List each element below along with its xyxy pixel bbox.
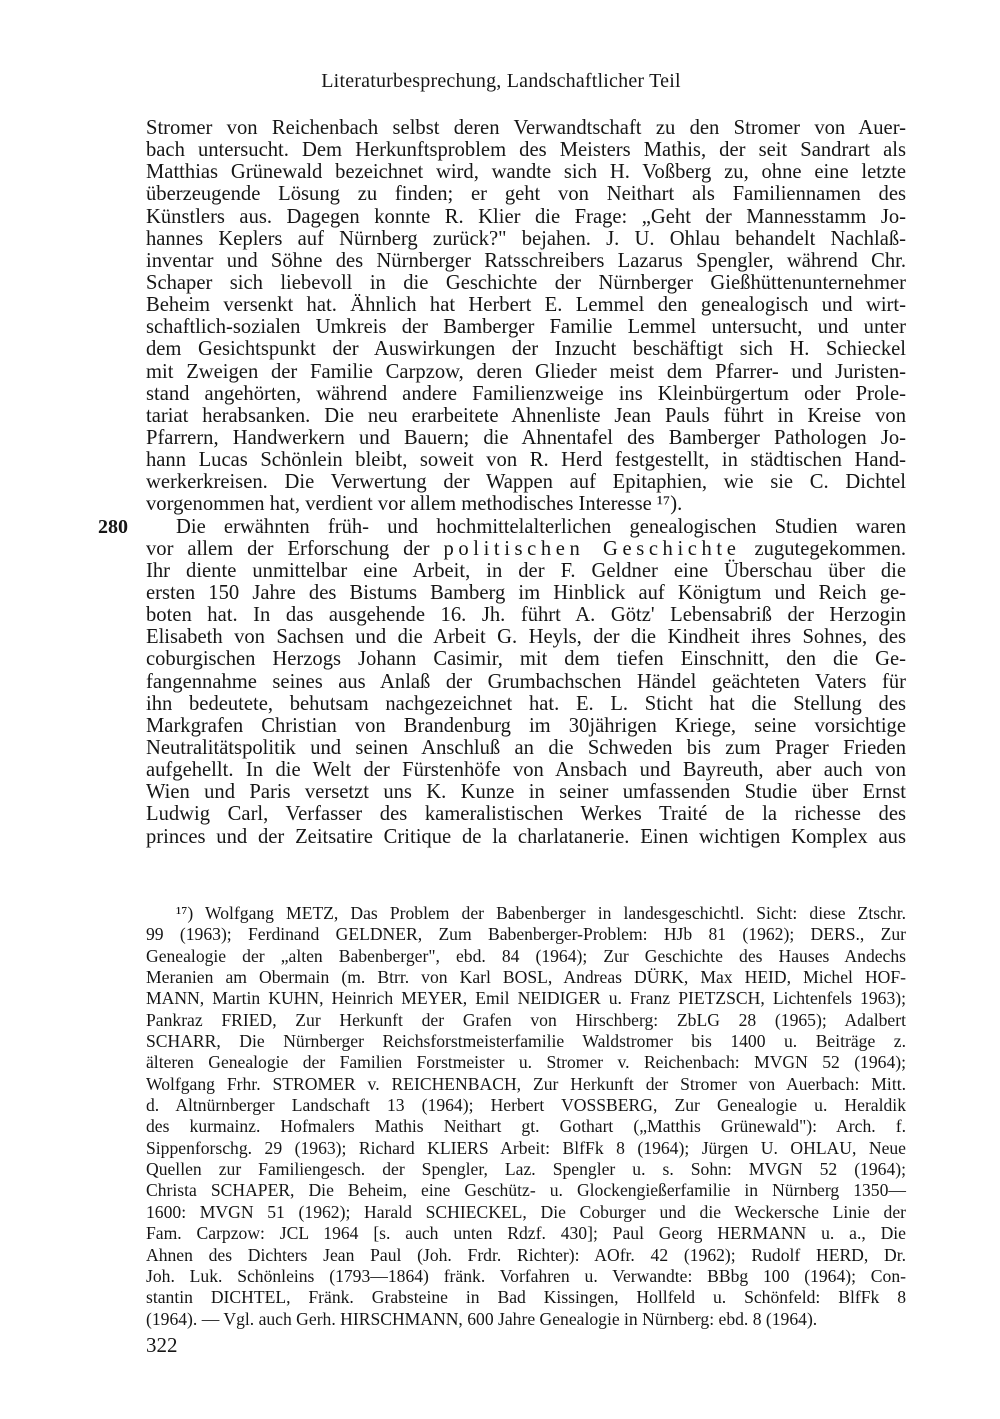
body-line: Beheim versenkt hat. Ähnlich hat Herbert E. Lemmel den genealogisch und wirt-: [146, 294, 906, 317]
footnote-line: 99 (1963); Ferdinand GELDNER, Zum Babenberger-Problem: HJb 81 (1962); DERS., Zur: [146, 924, 906, 945]
body-line: Elisabeth von Sachsen und die Arbeit G. Heyls, der die Kindheit ihres Sohnes, des: [146, 626, 906, 649]
footnote-line: älteren Genealogie der Familien Forstmeister u. Stromer v. Reichenbach: MVGN 52 (1964);: [146, 1052, 906, 1073]
body-line: Stromer von Reichenbach selbst deren Verwandtschaft zu den Stromer von Auer-: [146, 117, 906, 139]
running-head: Literaturbesprechung, Landschaftlicher Teil: [321, 70, 681, 92]
page-number: 322: [146, 1333, 178, 1357]
body-line-text: zugutegekommen.: [754, 537, 907, 560]
body-line: stand angehörten, während andere Familienzweige ins Kleinbürgertum oder Prole-: [146, 382, 906, 405]
footnote-line: stantin DICHTEL, Fränk. Grabsteine in Bad Kissingen, Hollfeld u. Schönfeld: BlfFk 8: [146, 1287, 906, 1308]
body-line: Neutralitätspolitik und seinen Anschluß an die Schweden bis zum Prager Frieden: [146, 736, 906, 759]
footnote-line: Pankraz FRIED, Zur Herkunft der Grafen von Hirschberg: ZbLG 28 (1965); Adalbert: [146, 1009, 906, 1030]
body-line: Schaper sich liebevoll in die Geschichte der Nürnberger Gießhüttenunternehmer: [146, 271, 906, 294]
footnote-line: SCHARR, Die Nürnberger Reichsforstmeisterfamilie Waldstromer bis 1400 u. Beiträge z.: [146, 1031, 906, 1052]
footnote-line: 1600: MVGN 51 (1962); Harald SCHIECKEL, Die Coburger und die Weckersche Linie der: [146, 1201, 906, 1222]
body-line: coburgischen Herzogs Johann Casimir, mit dem tiefen Einschnitt, den die Ge-: [146, 648, 906, 671]
body-line: mit Zweigen der Familie Carpzow, deren Glieder meist dem Pfarrer- und Juristen-: [146, 360, 906, 383]
footnote-line: Quellen zur Familiengesch. der Spengler, Laz. Spengler u. s. Sohn: MVGN 52 (1964);: [146, 1159, 906, 1180]
footnote-line: des kurmainz. Hofmalers Mathis Neithart gt. Gothart („Matthis Grünewald"): Arch. f.: [146, 1116, 906, 1137]
body-line: Matthias Grünewald bezeichnet wird, wandte sich H. Voßberg zu, ohne eine letzte: [146, 161, 906, 184]
spaced-emphasis: politischen Geschichte: [443, 537, 741, 560]
body-line: boten hat. In das ausgehende 16. Jh. führt A. Götz' Lebensabriß der Herzogin: [146, 604, 906, 627]
body-line: ihn bedeutete, behutsam nachgezeichnet hat. E. L. Sticht hat die Stellung des: [146, 692, 906, 715]
body-line: dem Gesichtspunkt der Auswirkungen der Inzucht beschäftigt sich H. Schieckel: [146, 338, 906, 361]
body-line: hann Lucas Schönlein bleibt, soweit von R. Herd festgestellt, in städtischen Hand-: [146, 449, 906, 472]
body-line: ersten 150 Jahre des Bistums Bamberg im Hinblick auf Königtum und Reich ge-: [146, 581, 906, 604]
body-line: vorgenommen hat, verdient vor allem methodisches Interesse ¹⁷).: [146, 493, 683, 516]
main-text: [98, 117, 907, 848]
body-line: hannes Keplers auf Nürnberg zurück?" bejahen. J. U. Ohlau behandelt Nachlaß-: [146, 227, 906, 250]
body-line: [146, 538, 906, 560]
body-line: aufgehellt. In die Welt der Fürstenhöfe von Ansbach und Bayreuth, aber auch von: [146, 759, 906, 782]
body-line: fangennahme seines aus Anlaß der Grumbachschen Händel geächteten Vaters für: [146, 670, 906, 693]
footnote-line: d. Altnürnberger Landschaft 13 (1964); Herbert VOSSBERG, Zur Genealogie u. Heraldik: [146, 1095, 906, 1116]
footnote-line: Fam. Carpzow: JCL 1964 [s. auch unten Rdzf. 430]; Paul Georg HERMANN u. a., Die: [146, 1223, 906, 1244]
body-line: Wien und Paris versetzt uns K. Kunze in seiner umfassenden Studie über Ernst: [146, 781, 906, 804]
footnote-line: Ahnen des Dichters Jean Paul (Joh. Frdr. Richter): AOfr. 42 (1962); Rudolf HERD, Dr.: [146, 1244, 906, 1265]
body-line: tariat herabsanken. Die neu erarbeitete Ahnenliste Jean Pauls führt in Kreise von: [146, 404, 906, 427]
body-line: Markgrafen Christian von Brandenburg im 30jährigen Kriege, seine vorsichtige: [146, 714, 906, 737]
footnote-line: MANN, Martin KUHN, Heinrich MEYER, Emil NEIDIGER u. Franz PIETZSCH, Lichtenfels 1963);: [146, 988, 906, 1009]
body-line: Ihr diente unmittelbar eine Arbeit, in der F. Geldner eine Überschau über die: [146, 559, 906, 582]
body-line: überzeugende Lösung zu finden; er geht von Neithart als Familiennamen des: [146, 183, 906, 206]
body-line: Ludwig Carl, Verfasser des kameralistischen Werkes Traité de la richesse des: [146, 803, 906, 826]
footnote-line: Wolfgang Frhr. STROMER v. REICHENBACH, Zur Herkunft der Stromer von Auerbach: Mitt.: [146, 1073, 906, 1094]
body-line: schaftlich-sozialen Umkreis der Bamberger Familie Lemmel untersucht, und unter: [146, 316, 906, 339]
paragraph-first-line: [98, 515, 906, 538]
body-line: bach untersucht. Dem Herkunftsproblem des Meisters Mathis, der seit Sandrart als: [146, 139, 906, 162]
footnote-line: Christa SCHAPER, Die Beheim, eine Geschütz- u. Glockengießerfamilie in Nürnberg 1350—: [146, 1180, 906, 1201]
body-line: inventar und Söhne des Nürnberger Ratsschreibers Lazarus Spengler, während Chr.: [146, 249, 906, 272]
body-line-text: Die erwähnten früh- und hochmittelalterlichen genealogischen Studien waren: [176, 515, 906, 538]
footnote-line: Joh. Luk. Schönleins (1793—1864) fränk. Vorfahren u. Verwandte: BBbg 100 (1964); Con-: [146, 1265, 906, 1286]
footnote-line: (1964). — Vgl. auch Gerh. HIRSCHMANN, 600 Jahre Genealogie in Nürnberg: ebd. 8 (1964).: [146, 1308, 818, 1329]
paragraph-number: 280: [98, 515, 128, 538]
body-line-text: vor allem der Erforschung der: [146, 537, 430, 560]
footnote-line: ¹⁷) Wolfgang METZ, Das Problem der Babenberger in landesgeschichtl. Sicht: diese Ztschr.: [176, 903, 906, 923]
footnote-line: Genealogie der „alten Babenberger", ebd. 84 (1964); Zur Geschichte des Hauses Andechs: [146, 945, 906, 966]
footnote-line: Meranien am Obermain (m. Btrr. von Karl BOSL, Andreas DÜRK, Max HEID, Michel HOF-: [146, 967, 906, 988]
body-line: werkerkreisen. Die Verwertung der Wappen auf Epitaphien, wie sie C. Dichtel: [146, 471, 906, 494]
body-line: Pfarrern, Handwerkern und Bauern; die Ahnentafel des Bamberger Pathologen Jo-: [146, 426, 906, 449]
footnotes: [146, 903, 906, 1330]
footnote-line: Sippenforschg. 29 (1963); Richard KLIERS Arbeit: BlfFk 8 (1964); Jürgen U. OHLAU, Neue: [146, 1137, 906, 1158]
body-line: Künstlers aus. Dagegen konnte R. Klier die Frage: „Geht der Mannesstamm Jo-: [146, 205, 906, 228]
body-line: princes und der Zeitsatire Critique de la charlatanerie. Einen wichtigen Komplex aus: [146, 825, 906, 848]
